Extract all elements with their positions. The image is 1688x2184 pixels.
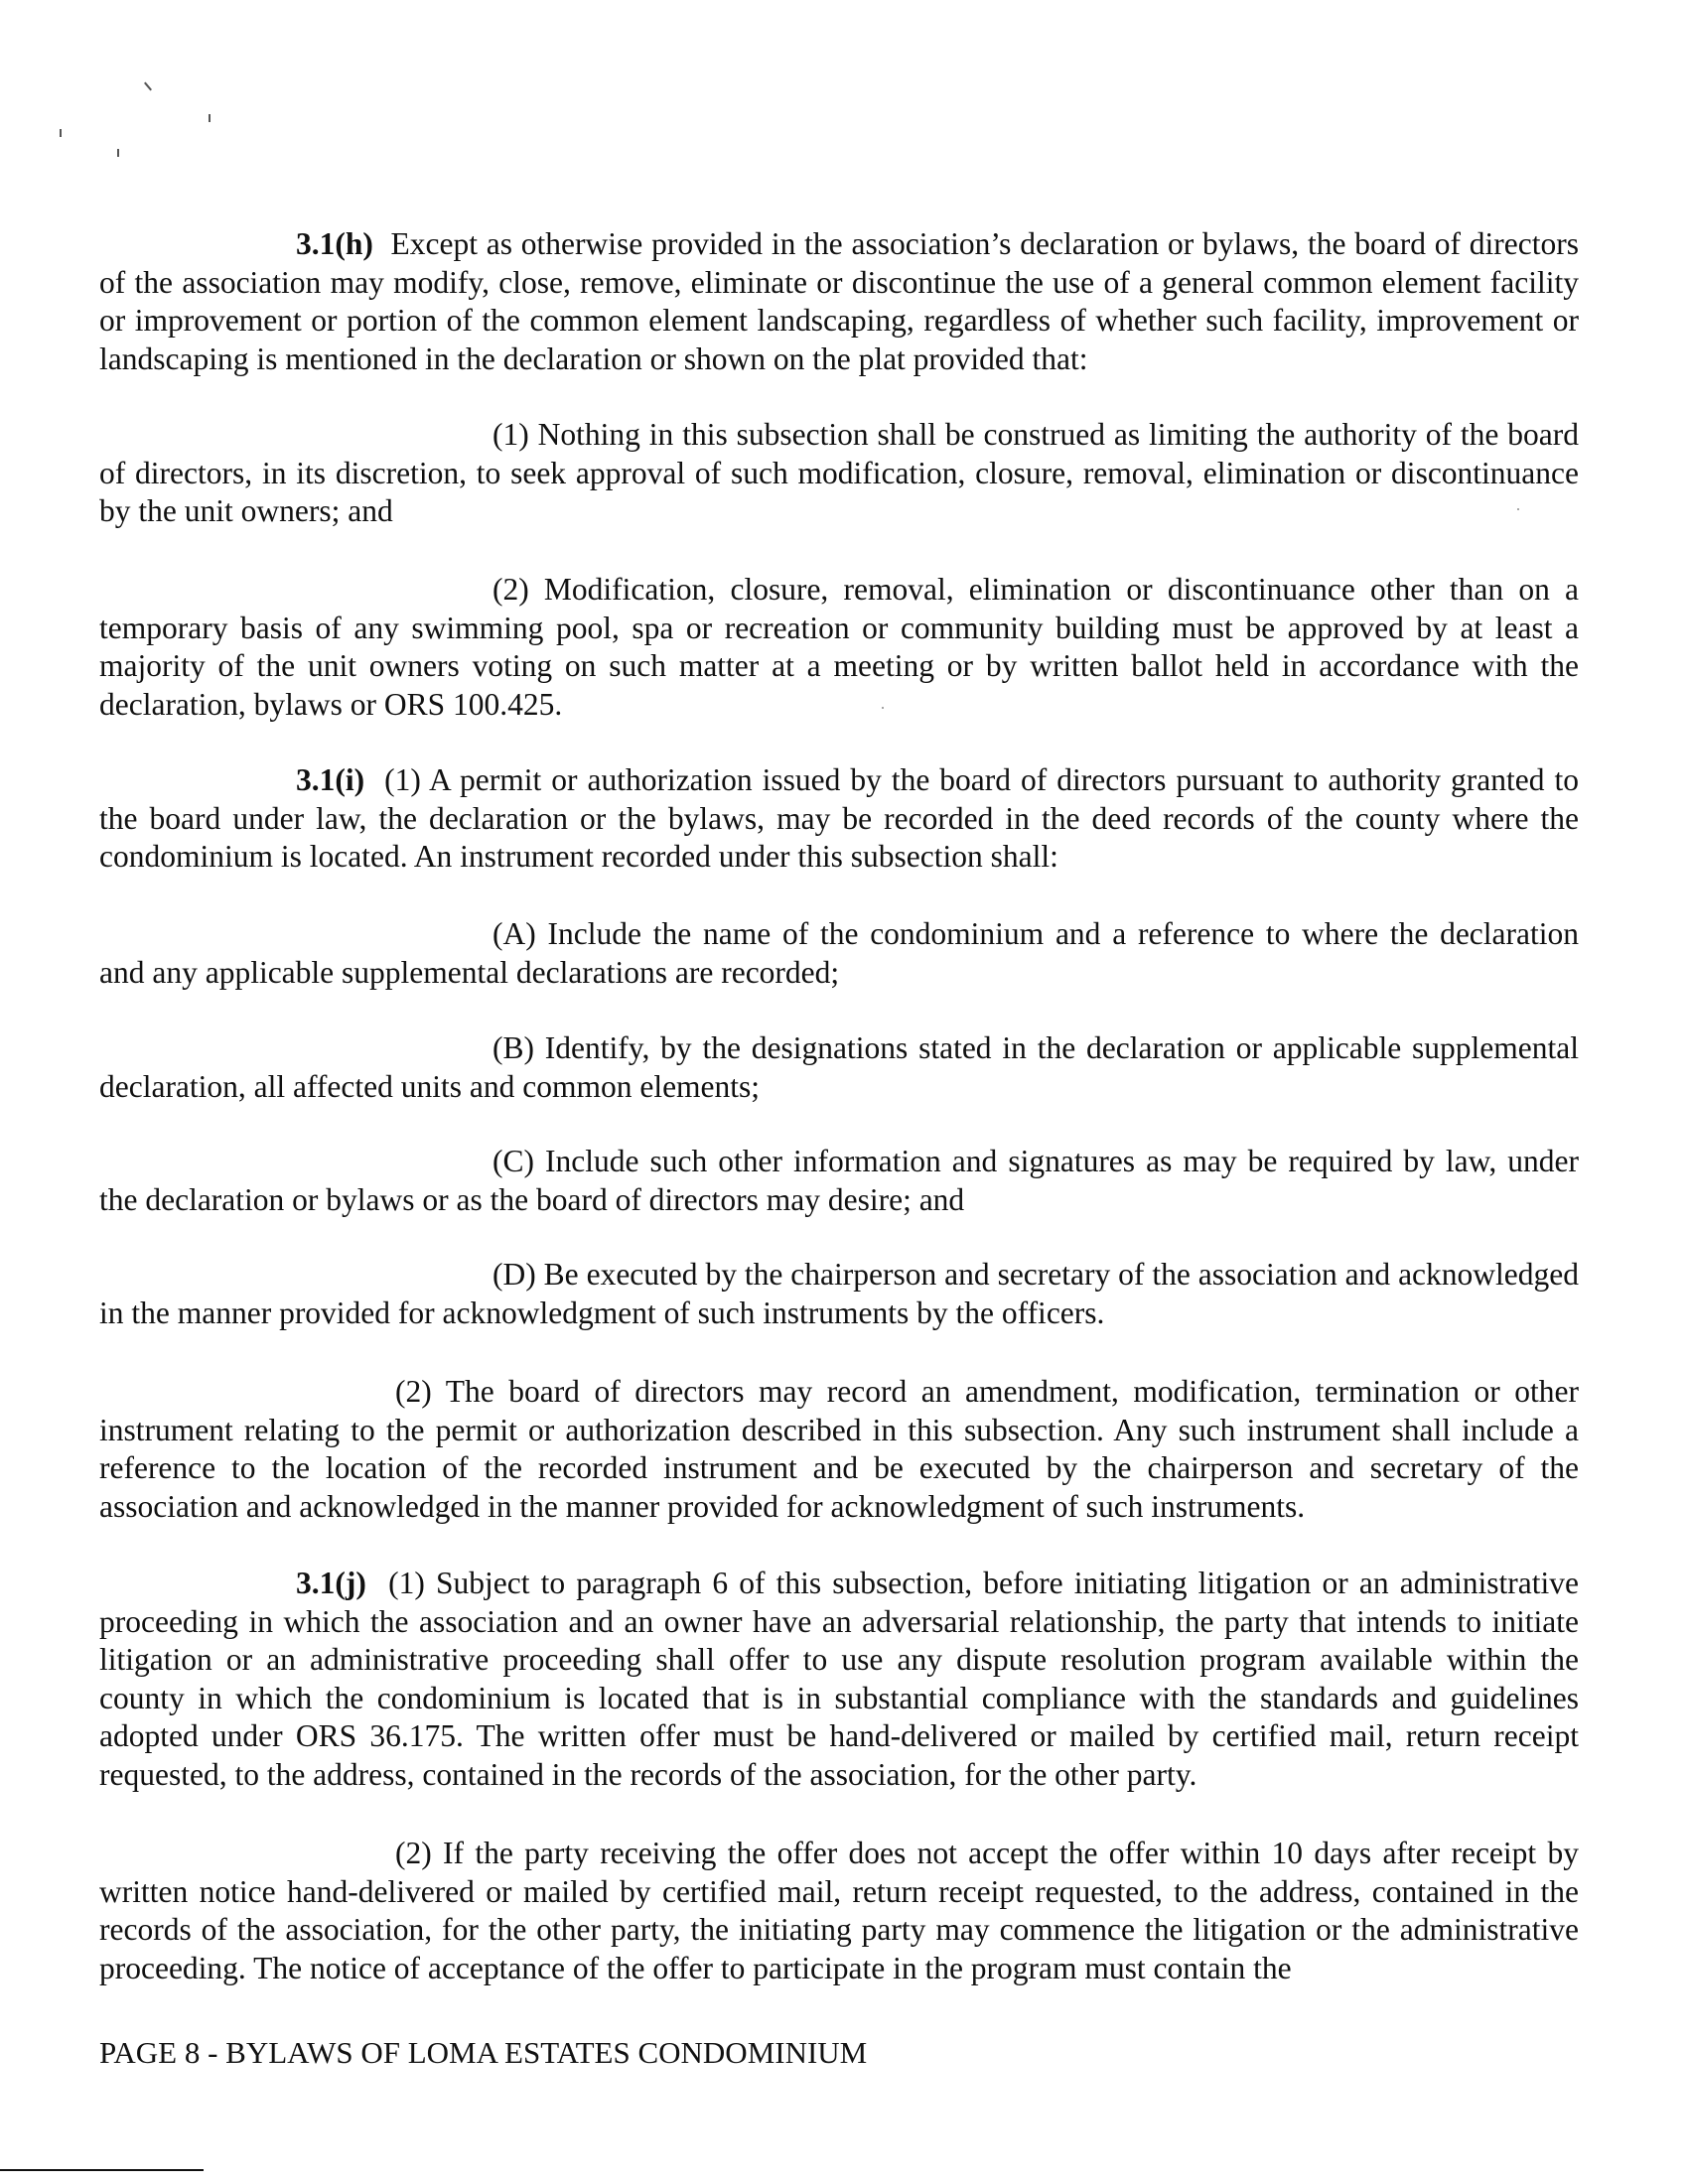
paragraph-text: (1) Nothing in this subsection shall be construed as limiting the authority of the board of directors, in its discretion, to seek approval of such modification, closure, removal, elimination or discontinuance by the unit owners; and [99, 417, 1579, 528]
footer-rule [0, 2169, 204, 2171]
section-3-1-h-item-1 [99, 416, 1579, 531]
section-3-1-i-item-d [99, 1256, 1579, 1332]
paragraph-text: (2) Modification, closure, removal, elimination or discontinuance other than on a temporary basis of any swimming pool, spa or recreation or community building must be approved by at least a majority of the unit owners voting on such matter at a meeting or by written ballot held in accordance with the declaration, bylaws or ORS 100.425. [99, 572, 1579, 722]
section-heading: 3.1(i) [296, 762, 365, 797]
section-3-1-i-item-c [99, 1143, 1579, 1219]
paragraph-text: (1) A permit or authorization issued by the board of directors pursuant to authority granted to the board under law, the declaration or the bylaws, may be recorded in the deed records of the county where the condominium is located. An instrument recorded under this subsection shall: [99, 762, 1579, 874]
paragraph-text: (2) The board of directors may record an amendment, modification, termination or other instrument relating to the permit or authorization described in this subsection. Any such instrument shall include a reference to the location of the recorded instrument and be executed by the chairperson and secretary of the association and acknowledged in the manner provided for acknowledgment of such instruments. [99, 1374, 1579, 1524]
section-3-1-i-item-b [99, 1029, 1579, 1106]
section-3-1-i-paragraph [99, 761, 1579, 877]
paragraph-text: (A) Include the name of the condominium and a reference to where the declaration and any applicable supplemental declarations are recorded; [99, 916, 1579, 990]
section-3-1-h-item-2 [99, 571, 1579, 724]
scan-mark [60, 129, 62, 137]
scan-mark [144, 82, 152, 91]
paragraph-text: (2) If the party receiving the offer does not accept the offer within 10 days after receipt by written notice hand-delivered or mailed by certified mail, return receipt requested, to the address, contained in the records of the association, for the other party, the initiating party may commence the litigation or the administrative proceeding. The notice of acceptance of the offer to participate in the program must contain the [99, 1836, 1579, 1985]
section-heading: 3.1(j) [296, 1566, 366, 1600]
section-heading: 3.1(h) [296, 226, 373, 261]
section-3-1-i-item-a [99, 915, 1579, 992]
page-footer: PAGE 8 - BYLAWS OF LOMA ESTATES CONDOMINIUM [99, 2035, 868, 2070]
section-3-1-i-item-2 [99, 1373, 1579, 1526]
scan-mark [117, 149, 119, 157]
paragraph-text: (C) Include such other information and signatures as may be required by law, under the declaration or bylaws or as the board of directors may desire; and [99, 1144, 1579, 1217]
section-3-1-j-item-2 [99, 1835, 1579, 1987]
paragraph-text: (B) Identify, by the designations stated in the declaration or applicable supplemental declaration, all affected units and common elements; [99, 1030, 1579, 1104]
paragraph-text: (1) Subject to paragraph 6 of this subsection, before initiating litigation or an administrative proceeding in which the association and an owner have an adversarial relationship, the party that intends to initiate litigation or an administrative proceeding shall offer to use any dispute resolution program available within the county in which the condominium is located that is in substantial compliance with the standards and guidelines adopted under ORS 36.175. The written offer must be hand-delivered or mailed by certified mail, return receipt requested, to the address, contained in the records of the association, for the other party. [99, 1566, 1579, 1792]
scan-mark [209, 114, 211, 122]
section-3-1-h-paragraph [99, 225, 1579, 378]
paragraph-text: Except as otherwise provided in the association’s declaration or bylaws, the board of directors of the association may modify, close, remove, eliminate or discontinue the use of a general common element facility or improvement or portion of the common element landscaping, regardless of whether such facility, improvement or landscaping is mentioned in the declaration or shown on the plat provided that: [99, 226, 1580, 376]
section-3-1-j-paragraph [99, 1565, 1579, 1794]
paragraph-text: (D) Be executed by the chairperson and secretary of the association and acknowledged in the manner provided for acknowledgment of such instruments by the officers. [99, 1257, 1579, 1330]
